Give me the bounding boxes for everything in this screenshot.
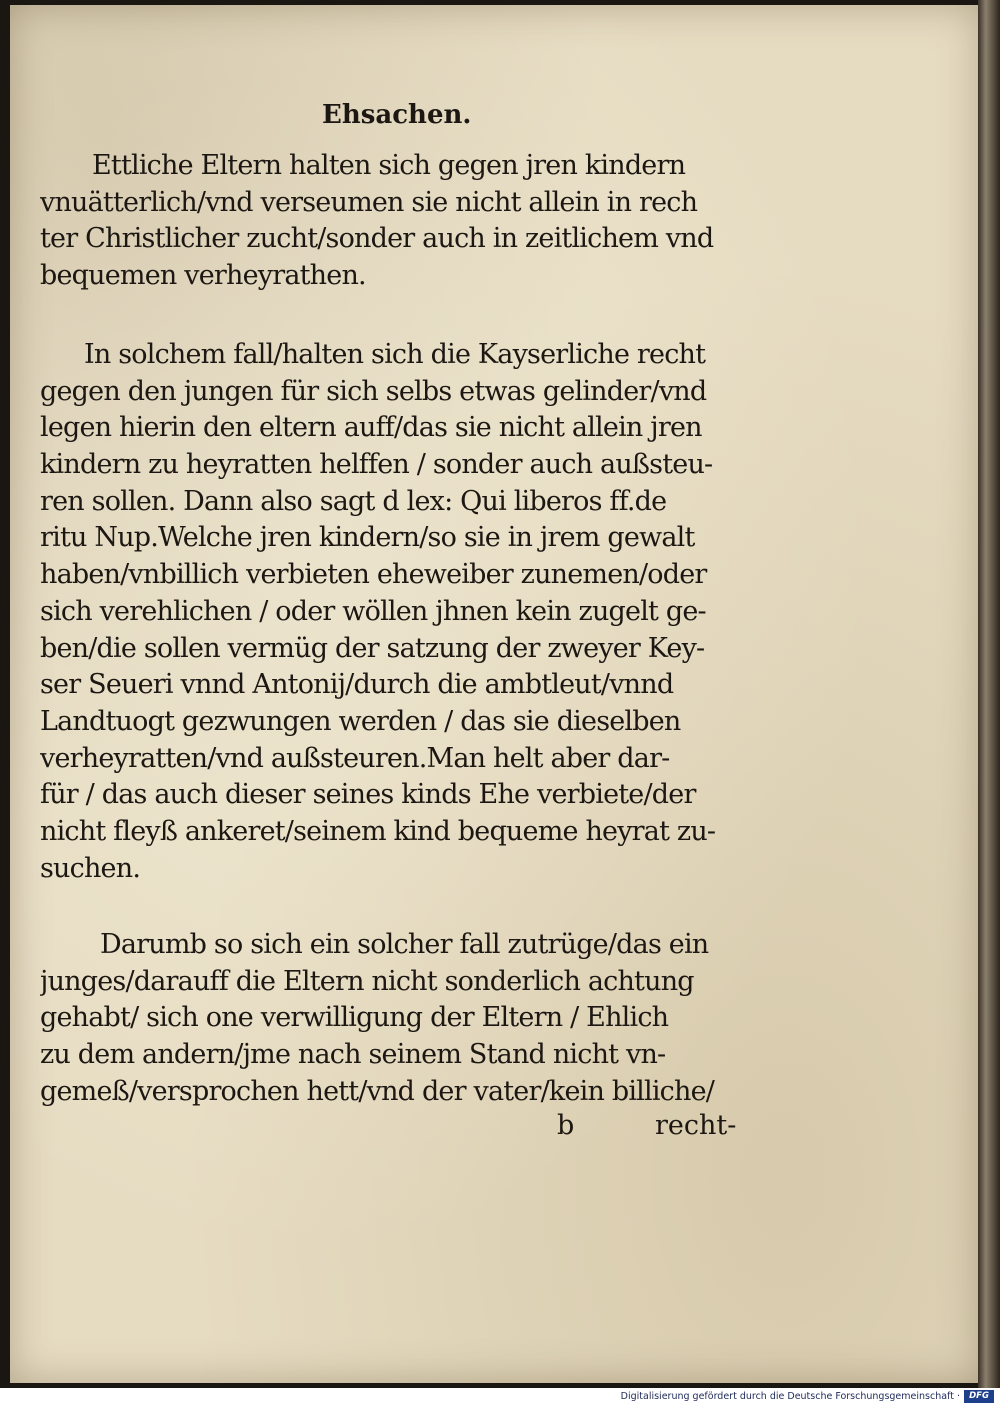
text-line: bequemen verheyrathen. xyxy=(40,260,366,292)
text-line: ser Seueri vnnd Antonij/durch die ambtleut/vnnd xyxy=(40,669,674,701)
paragraph-2 xyxy=(40,337,740,887)
text-line: verheyratten/vnd außsteuren.Man helt aber dar- xyxy=(40,742,670,774)
text-line: ritu Nup.Welche jren kindern/so sie in jrem gewalt xyxy=(40,522,695,554)
dfg-logo-icon: DFG xyxy=(964,1390,994,1403)
text-line: Landtuogt gezwungen werden / das sie dieselben xyxy=(40,705,681,737)
page-edge xyxy=(978,0,1000,1388)
text-line: sich verehlichen / oder wöllen jhnen kein zugelt ge- xyxy=(40,595,706,627)
text-line: zu dem andern/jme nach seinem Stand nicht vn- xyxy=(40,1039,666,1071)
text-line: In solchem fall/halten sich die Kayserliche recht xyxy=(84,339,706,370)
text-line: ter Christlicher zucht/sonder auch in zeitlichem vnd xyxy=(40,223,714,255)
text-line: gegen den jungen für sich selbs etwas gelinder/vnd xyxy=(40,375,707,407)
text-line: nicht fleyß ankeret/seinem kind bequeme heyrat zu- xyxy=(40,815,716,847)
catchword: recht- xyxy=(655,1110,737,1141)
text-line: suchen. xyxy=(40,852,141,884)
text-line: haben/vnbillich verbieten eheweiber zunemen/oder xyxy=(40,559,707,591)
text-line: Ettliche Eltern halten sich gegen jren kindern xyxy=(92,150,686,181)
running-head: Ehsachen. xyxy=(322,100,472,130)
text-line: für / das auch dieser seines kinds Ehe verbiete/der xyxy=(40,779,696,811)
text-line: vnuätterlich/vnd verseumen sie nicht allein in rech xyxy=(40,186,698,218)
text-line: legen hierin den eltern auff/das sie nicht allein jren xyxy=(40,412,702,444)
text-line: ren sollen. Dann also sagt d lex: Qui liberos ff.de xyxy=(40,485,667,517)
paragraph-3 xyxy=(40,927,740,1110)
text-line: ben/die sollen vermüg der satzung der zweyer Key- xyxy=(40,632,705,664)
text-line: Darumb so sich ein solcher fall zutrüge/das ein xyxy=(100,929,709,960)
text-line: gehabt/ sich one verwilligung der Eltern / Ehlich xyxy=(40,1002,669,1034)
text-line: kindern zu heyratten helffen / sonder auch außsteu- xyxy=(40,449,713,481)
footer-bar xyxy=(0,1388,1000,1406)
paragraph-1 xyxy=(40,148,740,295)
text-line: junges/darauff die Eltern nicht sonderlich achtung xyxy=(40,965,694,997)
funding-credit: Digitalisierung gefördert durch die Deutsche Forschungsgemeinschaft · xyxy=(620,1391,960,1402)
signature-mark: b xyxy=(557,1110,575,1141)
text-line: gemeß/versprochen hett/vnd der vater/kein billiche/ xyxy=(40,1075,715,1107)
signature-line xyxy=(40,1108,740,1144)
